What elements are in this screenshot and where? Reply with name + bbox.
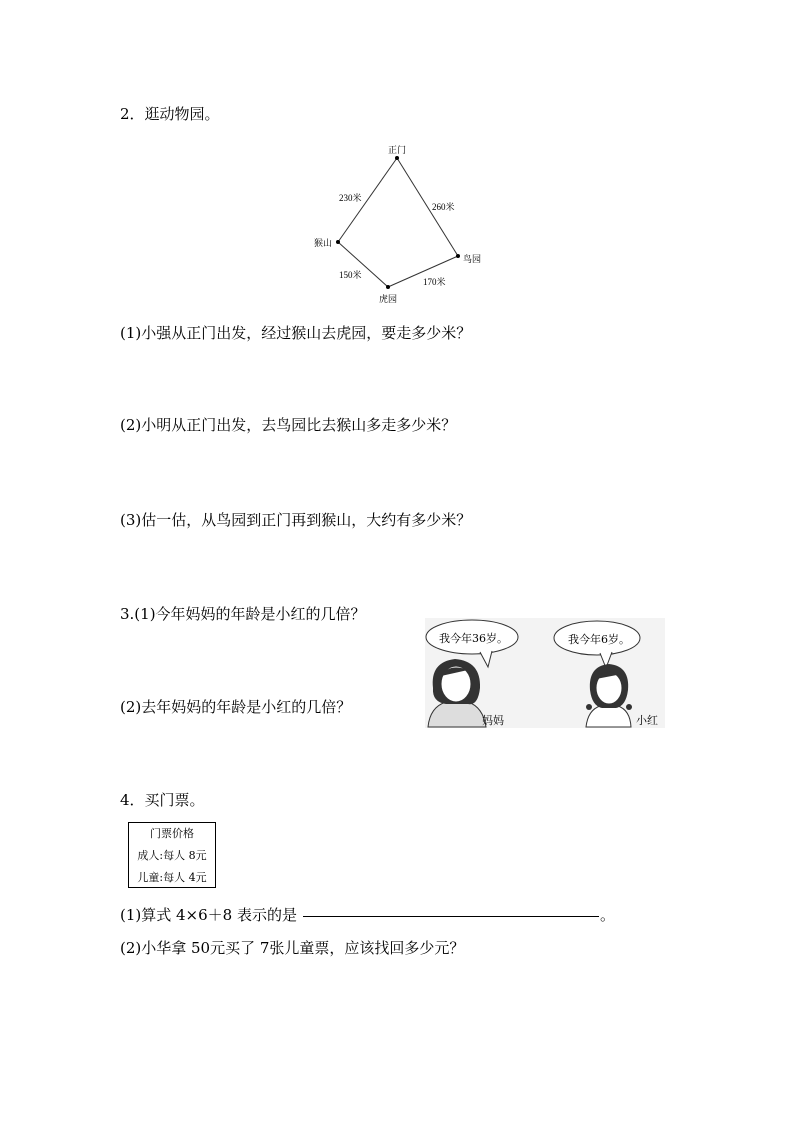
question-3-1: 3.(1)今年妈妈的年龄是小红的几倍？ [120,605,366,623]
question-4-1-end: 。 [600,906,616,924]
label-bird: 鸟园 [463,254,482,264]
question-3-2: (2)去年妈妈的年龄是小红的几倍？ [120,698,352,716]
question-2-3: (3)估一估，从鸟园到正门再到猴山，大约有多少米？ [120,511,472,529]
ticket-heading: 门票价格 [150,827,194,840]
mom-label: 妈妈 [482,714,504,727]
answer-blank[interactable] [303,916,599,917]
distance-monkey-tiger: 150米 [339,270,362,280]
girl-figure [586,664,632,727]
distance-tiger-bird: 170米 [423,277,446,287]
question-2-2: (2)小明从正门出发，去鸟园比去猴山多走多少米？ [120,416,457,434]
question-2-title: 2．逛动物园。 [120,105,220,123]
question-4-1: (1)算式 4×6＋8 表示的是 [120,906,297,924]
label-monkey: 猴山 [314,238,333,248]
question-2-1: (1)小强从正门出发，经过猴山去虎园，要走多少米？ [120,324,472,342]
label-tiger: 虎园 [379,294,398,304]
ticket-price-box [128,822,216,888]
distance-gate-bird: 260米 [432,202,455,212]
mom-speech-text: 我今年36岁。 [439,632,508,645]
girl-label: 小红 [636,714,658,727]
girl-speech-text: 我今年6岁。 [568,633,630,646]
distance-gate-monkey: 230米 [339,193,362,203]
label-gate: 正门 [388,145,407,155]
ticket-adult-price: 成人:每人 8元 [137,849,207,862]
question-4-title: 4．买门票。 [120,791,205,809]
question-4-2: (2)小华拿 50元买了 7张儿童票，应该找回多少元？ [120,939,465,957]
ticket-child-price: 儿童:每人 4元 [137,871,207,884]
